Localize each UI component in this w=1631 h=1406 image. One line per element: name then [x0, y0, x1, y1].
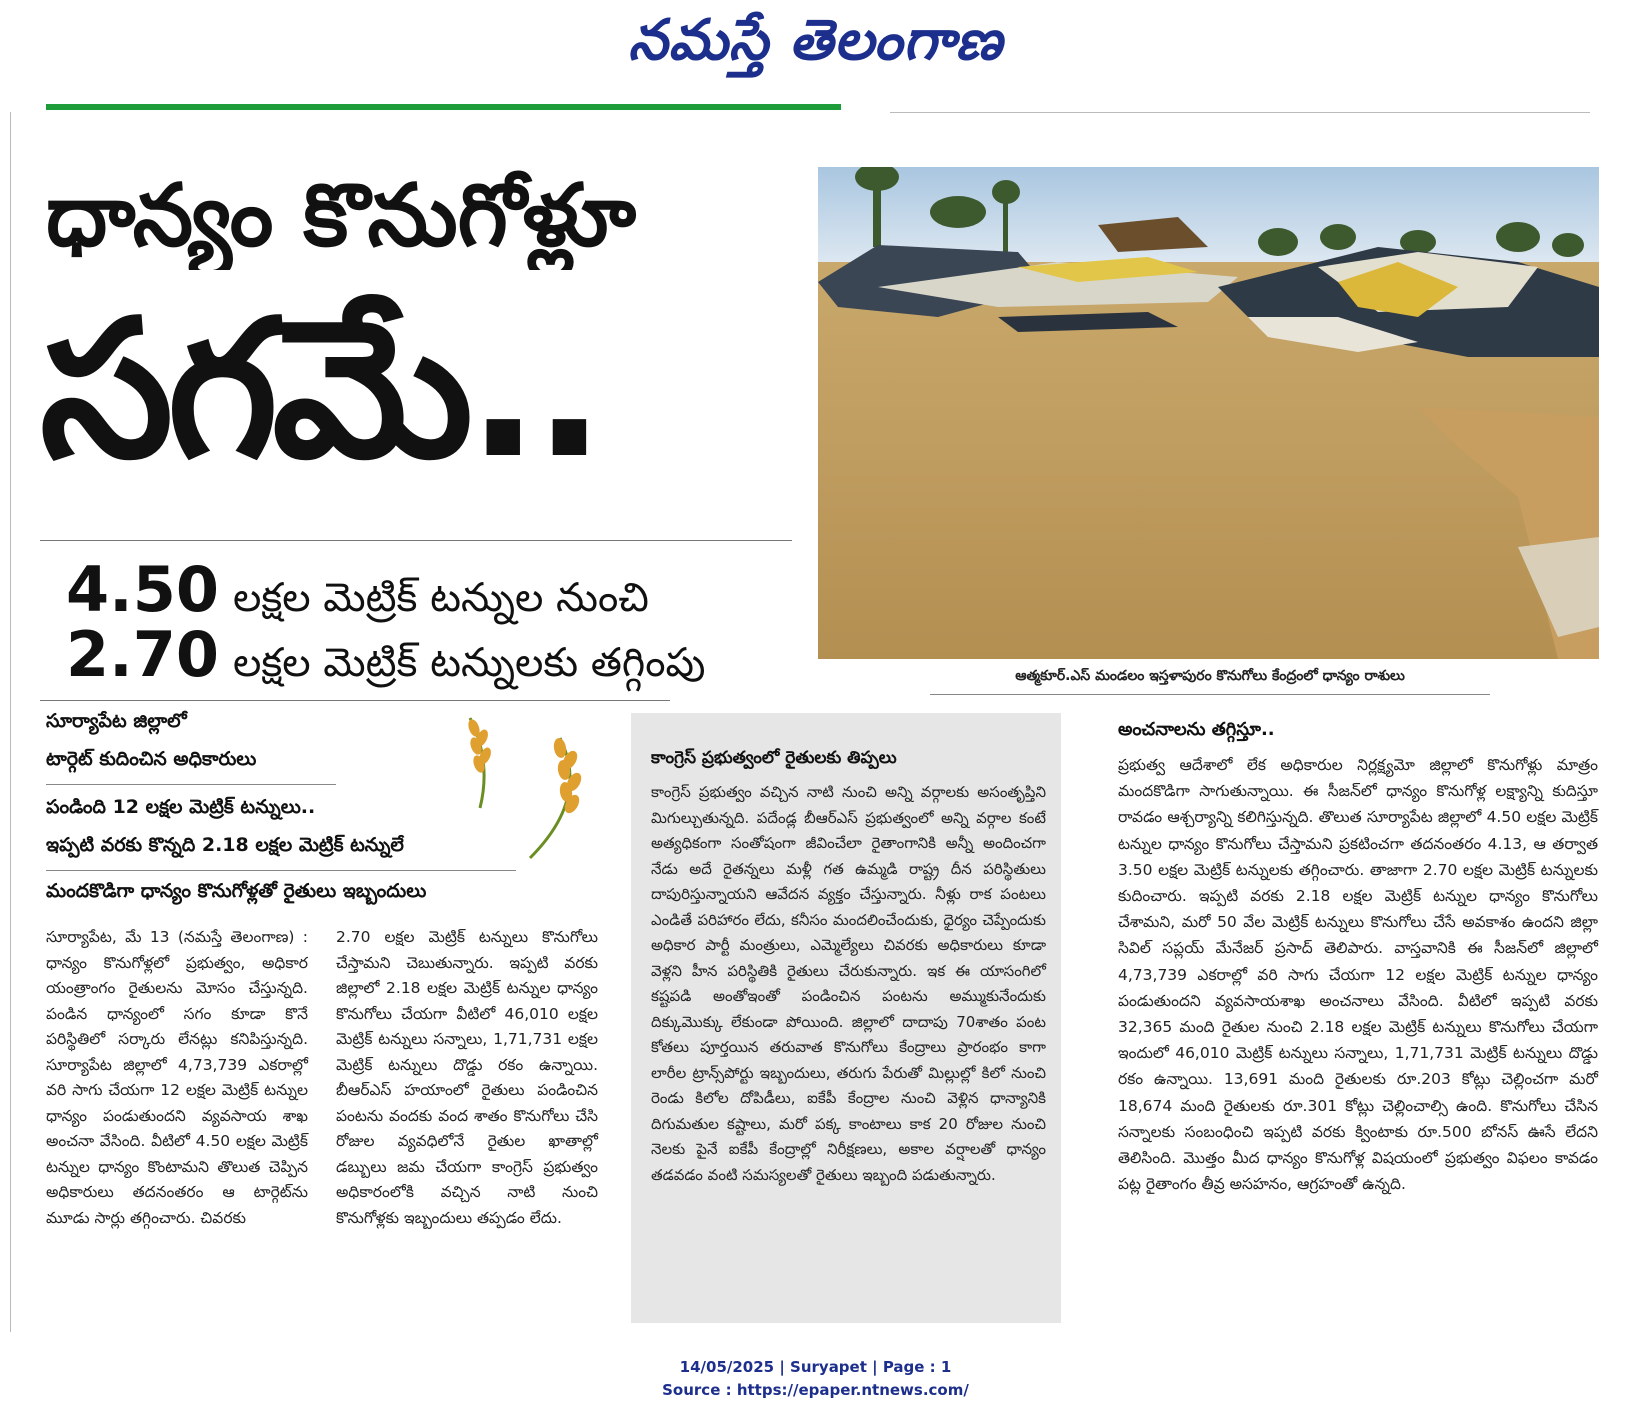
- box-title: కాంగ్రెస్ ప్రభుత్వంలో రైతులకు తిప్పలు: [651, 748, 897, 768]
- right-section-title: అంచనాలను తగ్గిస్తూ..: [1118, 719, 1275, 740]
- article-text: సూర్యాపేట, మే 13 (నమస్తే తెలంగాణ) : ధాన్యం కొనుగోళ్లలో ప్రభుత్వం, అధికార యంత్రాంగం రైతులను మోసం చేస్తున్నది. పండిన ధాన్యంలో సగం కూడా కొనే పరిస్థితిలో సర్కారు లేనట్లు కనిపిస్తున్నది. సూర్యాపేట జిల్లాలో 4,73,739 ఎకరాల్లో వరి సాగు చేయగా 12 లక్షల మెట్రిక్ టన్నుల ధాన్యం పండుతుందని వ్యవసాయ శాఖ అంచనా వేసింది. వీటిలో 4.50 లక్షల మెట్రిక్ టన్నుల ధాన్యం కొంటామని తొలుత చెప్పిన అధికారులు తదనంతరం ఆ టార్గెట్‌ను మూడు సార్లు తగ్గించారు. చివరకు: [46, 928, 308, 1227]
- paddy-heaps-photo: [818, 167, 1599, 659]
- pointer-line-4: ఇప్పటి వరకు కొన్నది 2.18 లక్షల మెట్రిక్ టన్నులే: [46, 834, 404, 856]
- pointer-divider: [46, 784, 336, 785]
- pointer-divider: [46, 870, 516, 871]
- masthead-green-rule: [46, 104, 841, 110]
- wheat-stalks-icon: [460, 708, 610, 868]
- subhead-line-2: [66, 618, 806, 696]
- left-margin-rule: [10, 112, 11, 1332]
- article-column-2: [336, 925, 598, 1231]
- pointer-line-1: సూర్యాపేట జిల్లాలో: [46, 710, 187, 732]
- pointer-line-2: టార్గెట్ కుదించిన అధికారులు: [46, 748, 257, 770]
- right-section-text: ప్రభుత్వ ఆదేశాలో లేక అధికారుల నిర్లక్ష్యమో జిల్లాలో కొనుగోళ్లు మాత్రం మందకొడిగా సాగుతున్నాయి. ఈ సీజన్‌లో ధాన్యం కొనుగోళ్ల లక్ష్యాన్ని కుదిస్తూ రావడం ఆశ్చర్యాన్ని కలిగిస్తున్నది. తొలుత సూర్యాపేట జిల్లాలో 4.50 లక్షల మెట్రిక్ టన్నుల ధాన్యం కొనుగోలు చేస్తామని ప్రకటించగా తదనంతరం 4.13, ఆ తర్వాత 3.50 లక్షల మెట్రిక్ టన్నులకు తగ్గించారు. తాజాగా 2.70 లక్షల మెట్రిక్ టన్నులకు కుదించారు. ఇప్పటి వరకు 2.18 లక్షల మెట్రిక్ టన్నుల ధాన్యం కొనుగోలు చేశామని, మరో 50 వేల మెట్రిక్ టన్నులు కొనుగోలు చేసే అవకాశం ఉందని జిల్లా సివిల్ సప్లయ్ మేనేజర్ ప్రసాద్ తెలిపారు. వాస్తవానికి ఈ సీజన్‌లో జిల్లాలో 4,73,739 ఎకరాల్లో వరి సాగు చేయగా 12 లక్షల మెట్రిక్ టన్నుల ధాన్యం పండుతుందని వ్యవసాయశాఖ అంచనాలు వేసింది. వీటిలో ఇప్పటి వరకు 32,365 మంది రైతుల నుంచి 2.18 లక్షల మెట్రిక్ టన్నులు కొనుగోలు చేయగా ఇందులో 46,010 మెట్రిక్ టన్నులు సన్నాలు, 1,71,731 మెట్రిక్ టన్నులు దొడ్డు రకం ఉన్నాయి. 13,691 మంది రైతులకు రూ.203 కోట్లు చెల్లించగా మరో 18,674 మంది రైతులకు రూ.301 కోట్లు చెల్లించాల్సి ఉంది. కొనుగోలు చేసిన సన్నాలకు సంబంధించి ఇప్పటి వరకు క్వింటాకు రూ.500 బోనస్ ఊసే లేదని తెలిసింది. మొత్తం మీద ధాన్యం కొనుగోళ్ల విషయంలో ప్రభుత్వం విఫలం కావడం పట్ల రైతాంగం తీవ్ర అసహనం, ఆగ్రహంతో ఉన్నది.: [1118, 756, 1598, 1194]
- subhead-number: 2.70: [66, 618, 219, 691]
- subhead-number: 4.50: [66, 553, 219, 626]
- box-text: కాంగ్రెస్ ప్రభుత్వం వచ్చిన నాటి నుంచి అన్ని వర్గాలకు అసంతృప్తిని మిగుల్చుతున్నది. పదేండ్ల బీఆర్ఎస్ ప్రభుత్వంలో అన్ని వర్గాల కంటే అత్యధికంగా సంతోషంగా జీవించేలా రైతాంగానికి అన్నీ అందించగా నేడు అదే రైతన్నలు మళ్లీ గత ఉమ్మడి రాష్ట్ర దీన పరిస్థితులు దాపురిస్తున్నాయని ఆవేదన వ్యక్తం చేస్తున్నారు. నీళ్లు రాక పంటలు ఎండితే పరిహారం లేదు, కనీసం మందలించేందుకు, ధైర్యం చెప్పేందుకు అధికార పార్టీ మంత్రులు, ఎమ్మెల్యేలు చివరకు అధికారులు కూడా వెళ్లని హీన పరిస్థితికి రైతులు చేరుకున్నారు. ఇక ఈ యాసంగిలో కష్టపడి అంతోఇంతో పండించిన పంటను అమ్ముకునేందుకు దిక్కుమొక్కు లేకుండా పోయింది. జిల్లాలో దాదాపు 70శాతం పంట కోతలు పూర్తయిన తరువాత కొనుగోలు కేంద్రాలు ప్రారంభం కాగా లారీల ట్రాన్స్‌పోర్టు ఇబ్బందులు, తరుగు పేరుతో మిల్లుల్లో కిలో నుంచి రెండు కిలోల దోపిడీలు, ఐకేపీ కేంద్రాల నుంచి వెళ్లిన ధాన్యానికి దిగుమతుల కష్టాలు, మరో పక్క కాంటాలు కాక 20 రోజుల నుంచి నెలకు పైనే ఐకేపీ కేంద్రాల్లో నిరీక్షణలు, అకాల వర్షాలతో ధాన్యం తడవడం వంటి సమస్యలతో రైతులు ఇబ్బంది పడుతున్నారు.: [651, 783, 1046, 1184]
- masthead-logo: నమస్తే తెలంగాణ: [628, 8, 1003, 73]
- footer-dateline: 14/05/2025 | Suryapet | Page : 1: [679, 1358, 952, 1376]
- headline-line-1: ధాన్యం కొనుగోళ్లూ: [46, 166, 637, 266]
- headline-line-2: సగమే..: [40, 279, 600, 500]
- subhead-text: లక్షల మెట్రిక్ టన్నుల నుంచి: [232, 575, 649, 621]
- photo-caption: ఆత్మకూర్.ఎస్ మండలం ఇస్తళాపురం కొనుగోలు కేంద్రంలో ధాన్యం రాశులు: [1015, 668, 1405, 684]
- top-divider: [890, 112, 1590, 113]
- subhead-divider: [40, 700, 670, 701]
- pointer-line-5: మందకొడిగా ధాన్యం కొనుగోళ్లతో రైతులు ఇబ్బందులు: [46, 880, 427, 902]
- right-section-body: [1118, 752, 1598, 1197]
- article-column-1: [46, 925, 308, 1231]
- box-body: [651, 780, 1046, 1188]
- footer-source: Source : https://epaper.ntnews.com/: [662, 1381, 969, 1399]
- caption-divider: [930, 694, 1490, 695]
- subhead-text: లక్షల మెట్రిక్ టన్నులకు తగ్గింపు: [232, 640, 706, 686]
- article-text: 2.70 లక్షల మెట్రిక్ టన్నులు కొనుగోలు చేస్తామని చెబుతున్నారు. ఇప్పటి వరకు జిల్లాలో 2.18 లక్షల మెట్రిక్ టన్నుల ధాన్యం కొనుగోలు చేయగా వీటిలో 46,010 లక్షల మెట్రిక్ టన్నులు సన్నాలు, 1,71,731 లక్షల మెట్రిక్ టన్నులు దొడ్డు రకం ఉన్నాయి. బీఆర్ఎస్ హయాంలో రైతులు పండించిన పంటను వందకు వంద శాతం కొనుగోలు చేసి రోజుల వ్యవధిలోనే రైతుల ఖాతాల్లో డబ్బులు జమ చేయగా కాంగ్రెస్ ప్రభుత్వం అధికారంలోకి వచ్చిన నాటి నుంచి కొనుగోళ్లకు ఇబ్బందులు తప్పడం లేదు.: [336, 928, 598, 1227]
- pointer-line-3: పండింది 12 లక్షల మెట్రిక్ టన్నులు..: [46, 796, 316, 818]
- headline-divider: [40, 540, 792, 541]
